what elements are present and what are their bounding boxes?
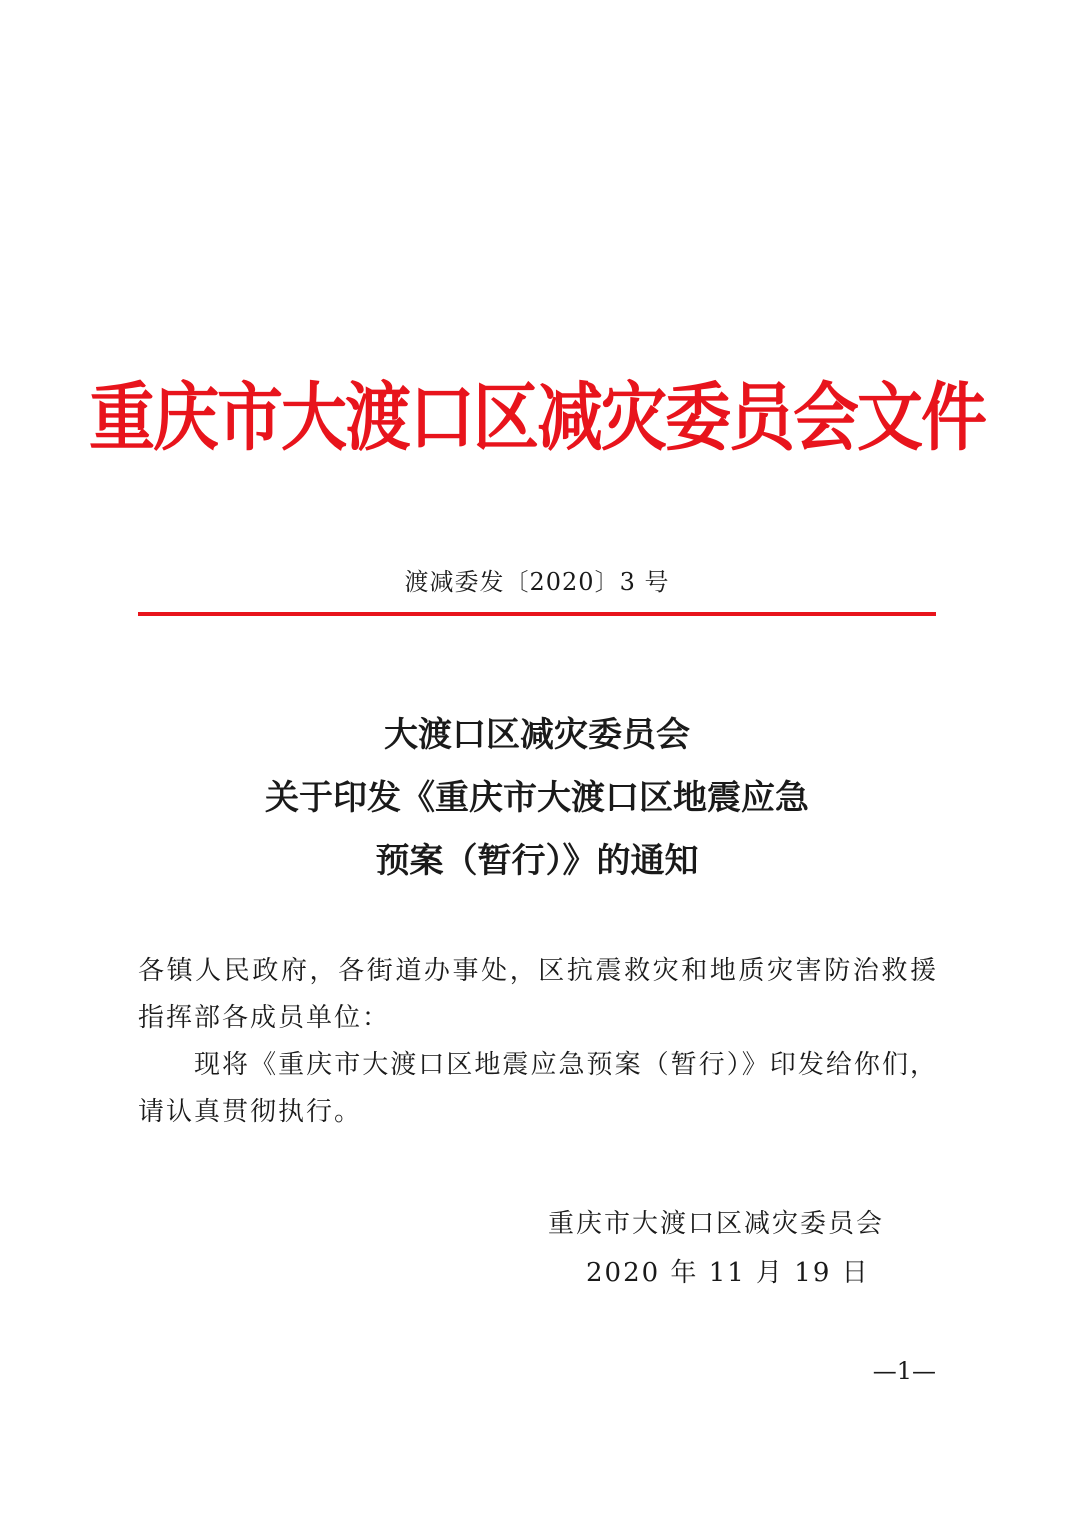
signature-organization: 重庆市大渡口区减灾委员会 [548, 1209, 885, 1239]
page-number: —1— [872, 1357, 936, 1385]
document-title [0, 704, 1074, 893]
title-line-2: 关于印发《重庆市大渡口区地震应急 [265, 778, 809, 818]
red-divider-rule [138, 612, 936, 616]
main-paragraph: 现将《重庆市大渡口区地震应急预案（暂行）》印发给你们，请认真贯彻执行。 [138, 1050, 938, 1127]
document-body [138, 948, 938, 1136]
title-line-3: 预案（暂行）》的通知 [375, 841, 699, 881]
document-masthead: 重庆市大渡口区减灾委员会文件 [89, 374, 985, 461]
document-number: 渡减委发〔2020〕3 号 [404, 568, 670, 596]
signature-block [548, 1200, 908, 1298]
recipients-paragraph: 各镇人民政府，各街道办事处，区抗震救灾和地质灾害防治救援指挥部各成员单位： [138, 956, 938, 1033]
signature-date: 2020 年 11 月 19 日 [586, 1258, 870, 1288]
title-line-1: 大渡口区减灾委员会 [384, 715, 690, 755]
